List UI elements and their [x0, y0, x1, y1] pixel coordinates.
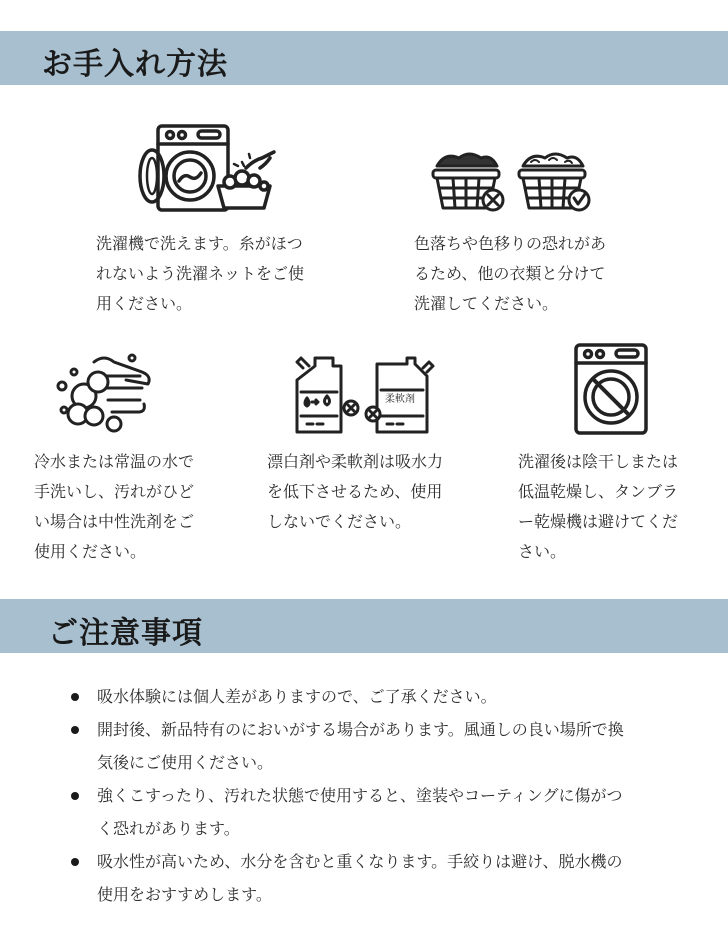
section-header-notes — [0, 599, 728, 653]
caption-line: しないでください。 — [267, 512, 412, 531]
softener-label: 柔軟剤 — [385, 394, 415, 405]
list-item — [64, 713, 684, 779]
caption-line: 用ください。 — [96, 294, 193, 313]
care-caption-machine-wash — [96, 229, 304, 319]
list-item — [64, 680, 684, 713]
caption-line: ー乾燥機は避けてくだ — [518, 512, 679, 531]
bullet-icon — [71, 693, 79, 701]
caption-line: 冷水または常温の水で — [34, 452, 195, 471]
washing-machine-hand-wash-icon — [134, 124, 280, 216]
bullet-icon — [71, 792, 79, 800]
note-line: 気後にご使用ください。 — [97, 753, 274, 772]
note-line: 吸水体験には個人差がありますので、ご了承ください。 — [97, 687, 497, 706]
caption-line: を低下させるため、使用 — [267, 482, 443, 501]
care-caption-no-tumble-dry — [518, 447, 678, 567]
caption-line: さい。 — [518, 542, 567, 561]
no-tumble-dry-icon — [574, 343, 648, 435]
caption-line: い場合は中性洗剤をご — [34, 512, 195, 531]
note-line: 使用をおすすめします。 — [97, 885, 272, 904]
notes-list — [64, 680, 684, 911]
care-caption-no-bleach — [267, 447, 443, 537]
note-line: 開封後、新品特有のにおいがする場合があります。風通しの良い場所で換 — [97, 720, 624, 739]
caption-line: 洗濯後は陰干しまたは — [518, 452, 679, 471]
caption-line: 低温乾燥し、タンブラ — [518, 482, 679, 501]
care-caption-hand-wash — [34, 447, 194, 567]
caption-line: るため、他の衣類と分けて — [414, 264, 606, 283]
list-item — [64, 779, 684, 845]
bullet-icon — [71, 726, 79, 734]
hand-wash-icon — [54, 352, 158, 434]
bullet-icon — [71, 858, 79, 866]
note-line: く恐れがあります。 — [97, 819, 240, 838]
note-line: 吸水性が高いため、水分を含むと重くなります。手絞りは避け、脱水機の — [97, 852, 623, 871]
note-line: 強くこすったり、汚れた状態で使用すると、塗装やコーティングに傷がつ — [97, 786, 623, 805]
caption-line: 色落ちや色移りの恐れがあ — [414, 234, 607, 253]
section-title-notes: ご注意事項 — [48, 616, 203, 651]
section-header-care — [0, 31, 728, 85]
laundry-baskets-separate-icon — [431, 152, 591, 214]
caption-line: れないよう洗濯ネットをご使 — [96, 264, 305, 283]
list-item — [64, 845, 684, 911]
care-caption-separate-wash — [414, 229, 606, 319]
caption-line: 手洗いし、汚れがひど — [34, 482, 195, 501]
caption-line: 洗濯機で洗えます。糸がほつ — [96, 234, 303, 253]
caption-line: 漂白剤や柔軟剤は吸水力 — [267, 452, 444, 471]
caption-line: 使用ください。 — [34, 542, 147, 561]
no-bleach-softener-icon — [293, 356, 437, 434]
caption-line: 洗濯してください。 — [414, 294, 559, 313]
section-title-care: お手入れ方法 — [42, 47, 228, 82]
